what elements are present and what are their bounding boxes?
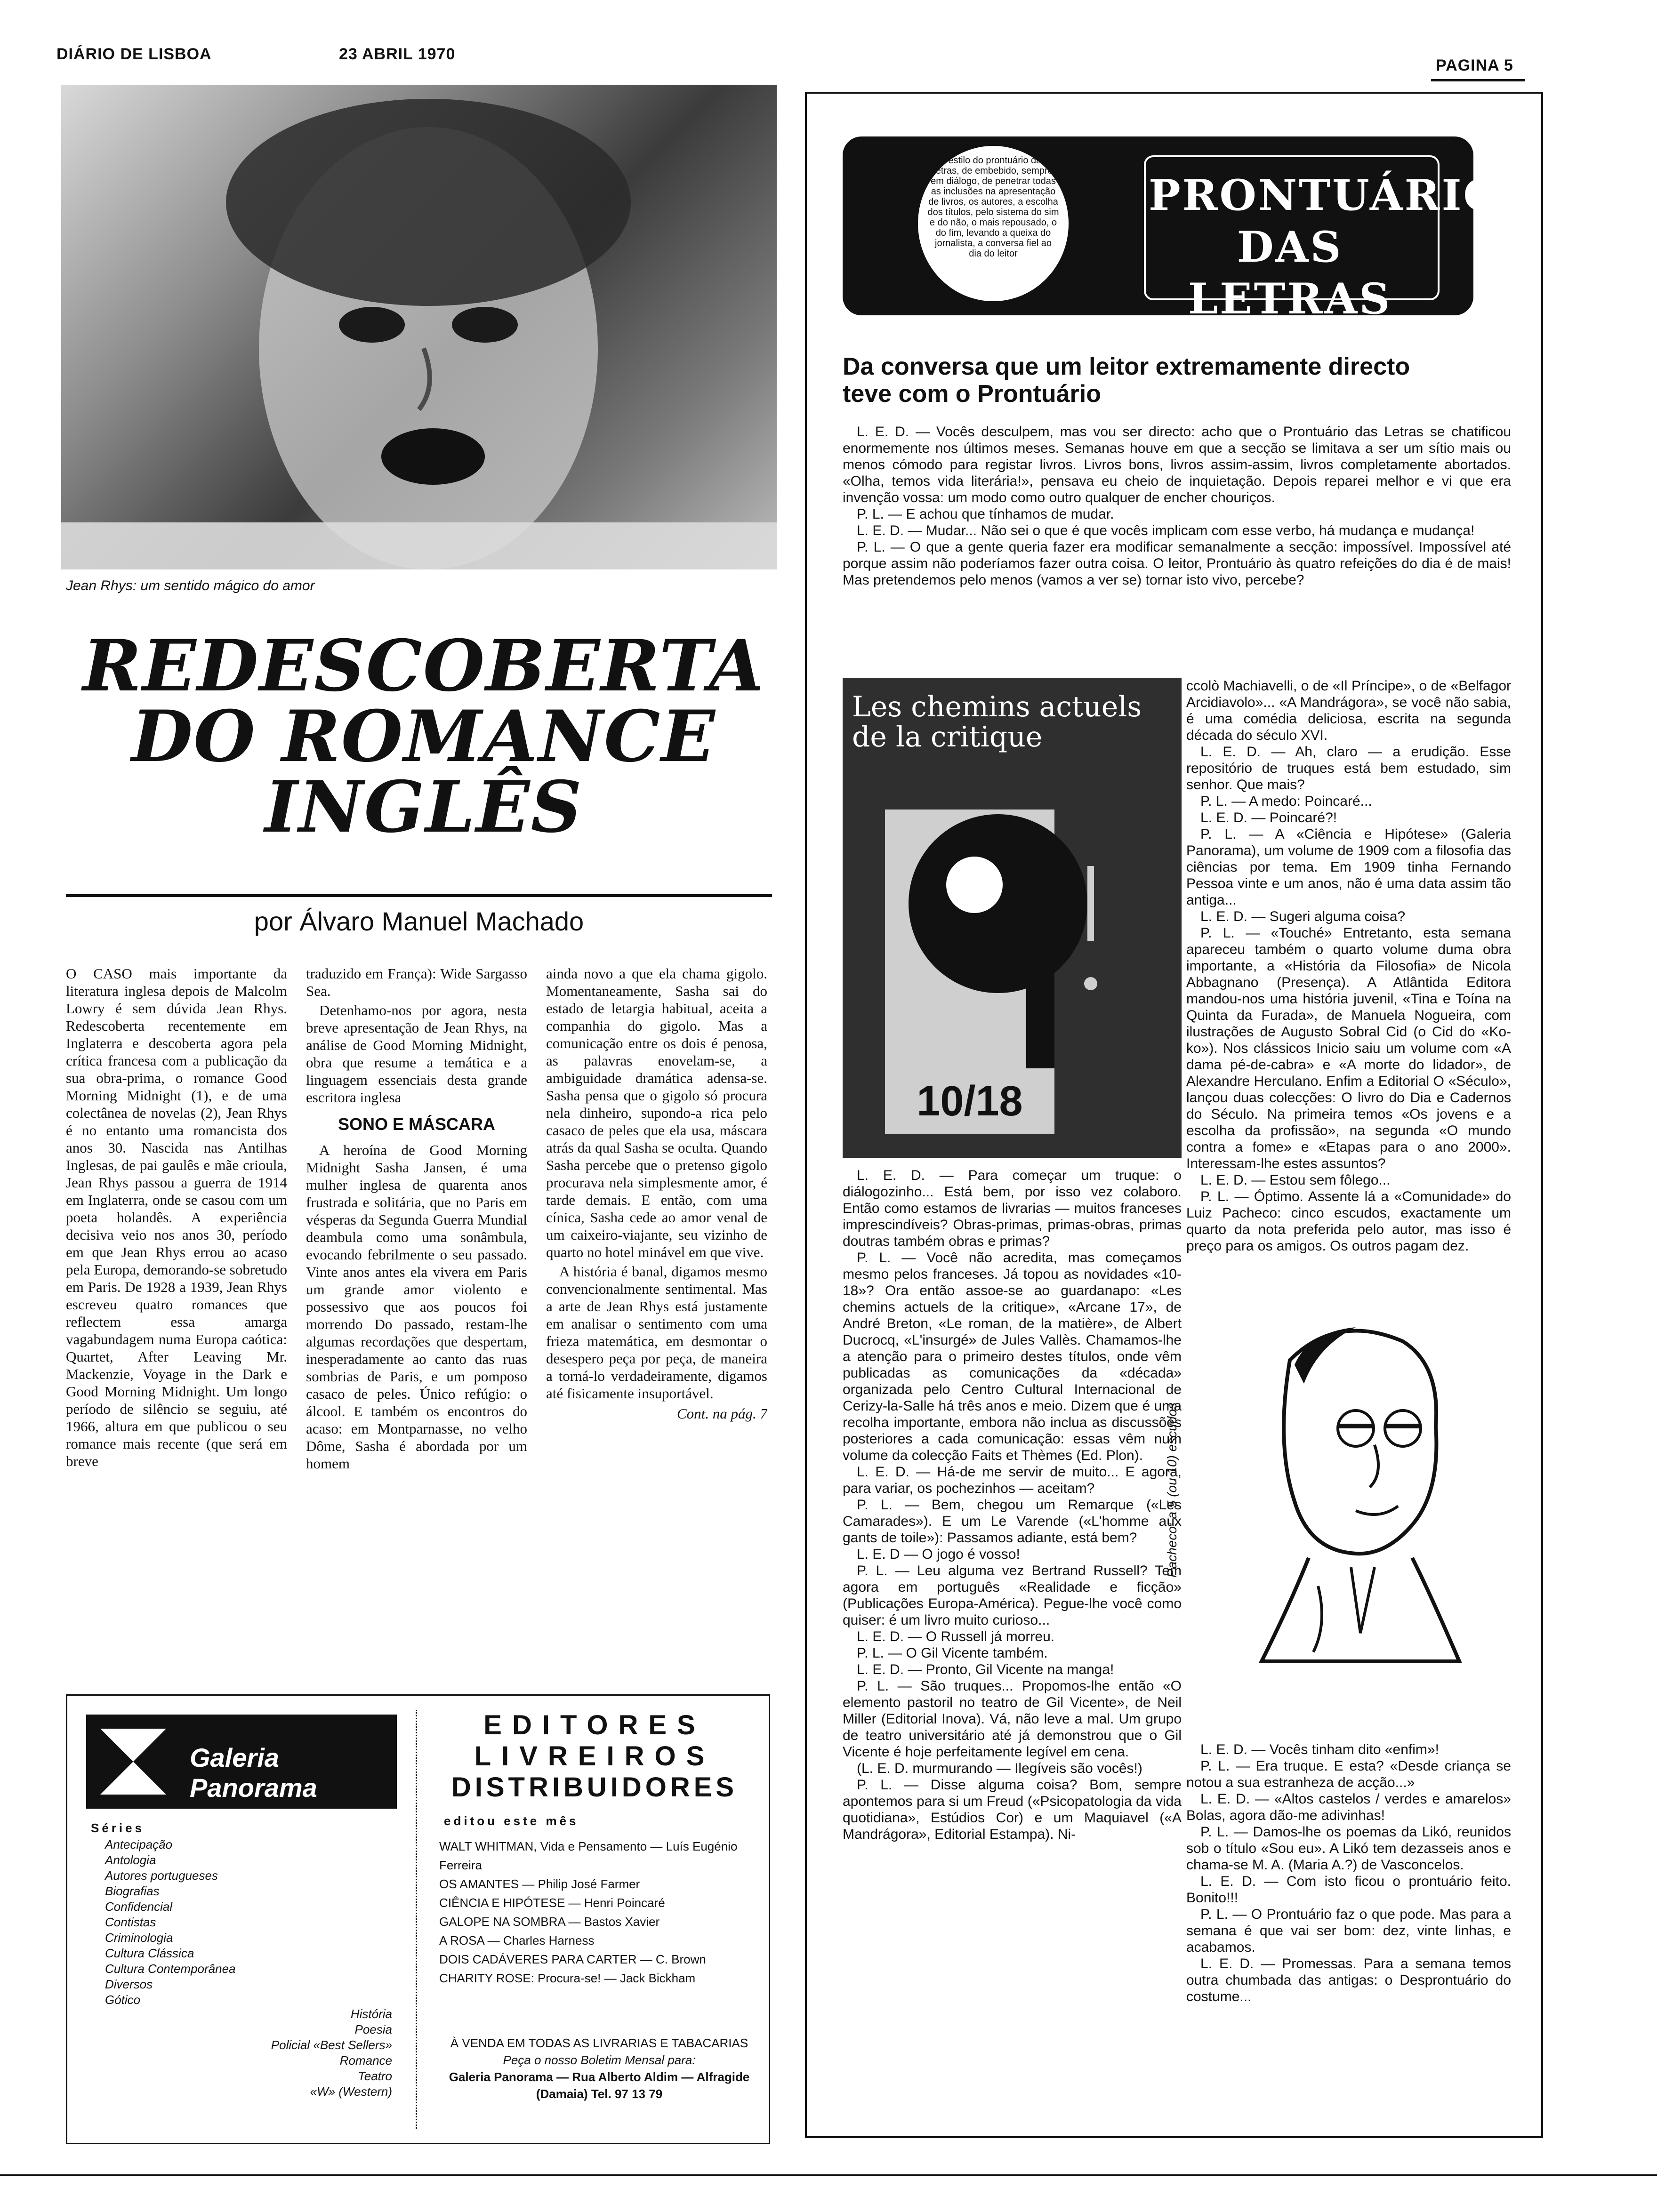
- ad-footer-line: Galeria Panorama — Rua Alberto Aldim — Alfragide (Damaia) Tel. 97 13 79: [449, 2070, 750, 2101]
- dialogue-line: L. E. D. — Pronto, Gil Vicente na manga!: [857, 1662, 1114, 1677]
- prontuario-column-c: [1186, 1741, 1511, 2113]
- ad-footer-line: À VENDA EM TODAS AS LIVRARIAS E TABACARIAS: [450, 2036, 748, 2050]
- dialogue-line: P. L. — Óptimo. Assente lá a «Comunidade» do Luiz Pacheco: cinco escudos, exactamente um quarto da nota preferida pelo autor, mas isso é preço para os amigos. Os outros pagam dez.: [1186, 1189, 1511, 1254]
- photo-caption: Jean Rhys: um sentido mágico do amor: [66, 578, 315, 593]
- series-item: Confidencial: [105, 1899, 173, 1914]
- dialogue-line: P. L. — E achou que tínhamos de mudar.: [857, 506, 1114, 522]
- article-column-1: [66, 965, 287, 1643]
- series-item: Gótico: [105, 1993, 141, 2007]
- dialogue-line: P. L. — O Gil Vicente também.: [857, 1645, 1048, 1661]
- series-item: Biografias: [105, 1884, 160, 1898]
- dialogue-line: L. E. D. — Vocês desculpem, mas vou ser directo: acho que o Prontuário das Letras se chatificou enormemente nos últimos meses. Semanas houve em que a secção se limitava a ser um sítio mais ou menos cómodo para registar livros. Livros bons, livros assim-assim, livros completamente abortados. «Olha, temos vida literária!», pensava eu cheio de inquietação. Depois reparei melhor e vi que era invenção vossa: um modo como outro qualquer de encher chouriços.: [843, 424, 1511, 505]
- book-item: CIÊNCIA E HIPÓTESE — Henri Poincaré: [439, 1896, 665, 1910]
- dialogue-line: L. E. D. — Estou sem fôlego...: [1200, 1172, 1391, 1188]
- section-subheading: SONO E MÁSCARA: [338, 1114, 496, 1134]
- article-column-2: [306, 965, 527, 1643]
- dialogue-line: L. E. D. — «Altos castelos / verdes e amarelos» Bolas, agora dão-me adivinhas!: [1186, 1791, 1511, 1823]
- dialogue-line: P. L. — Bem, chegou um Remarque («Les Camarades»). E um Le Varende («L'homme aux gants de toile»): Passamos adiante, está bem?: [843, 1497, 1182, 1546]
- dialogue-line: P. L. — A medo: Poincaré...: [1200, 793, 1372, 809]
- series-item: História: [350, 2007, 392, 2021]
- collection-number: 10/18: [885, 1068, 1054, 1134]
- page-number: PAGINA 5: [1436, 56, 1513, 74]
- prontuario-column-a: [843, 1167, 1182, 2099]
- ad-divider: [416, 1710, 418, 2129]
- series-item: Romance: [339, 2053, 392, 2068]
- prontuario-title-line: DAS LETRAS: [1188, 222, 1392, 324]
- dialogue-line: P. L. — São truques... Propomos-lhe então «O elemento pastoril no teatro de Gil Vicente», de Neil Miller (Editorial Inova). Vá, não leve a mal. Um grupo de teatro universitário até já demonstrou que o Gil Vicente é hoje perfeitamente legível em cena.: [843, 1678, 1182, 1760]
- dialogue-line: P. L. — O Prontuário faz o que pode. Mas para a semana é que vai ser bom: dez, vinte linhas, e acabamos.: [1186, 1907, 1511, 1955]
- jean-rhys-photo: [61, 85, 777, 569]
- ad-footer-line: Peça o nosso Boletim Mensal para:: [503, 2053, 696, 2067]
- book-cover-title: Les chemins actuels de la critique: [852, 690, 1142, 753]
- series-item: Cultura Clássica: [105, 1946, 194, 1960]
- series-item: Criminologia: [105, 1931, 173, 1945]
- dialogue-line: P. L. — «Touché» Entretanto, esta semana apareceu também o quarto volume duma obra importante, a «História da Filosofia» de Nicola Abbagnano (Presença). A Atlântida Editora mandou-nos uma história juvenil, «Tina e Toína na Quinta da Furada», de Manuela Nogueira, com ilustrações de Augusto Sobral Cid (o Cid do «Ko-ko»). Nos clássicos Inicio saiu um volume com «A dama pé-de-cabra» e «A morte do lidador», de Alexandre Herculano. Enfim a Editorial O «Século», lançou duas colecções: O livro do Dia e Cadernos do Século. Na primeira temos «Os jovens e a escolha da profissão», na segunda «O mundo contra a fome» e «Etapas para o ano 2000». Interessam-lhe estes assuntos?: [1186, 925, 1511, 1171]
- book-item: CHARITY ROSE: Procura-se! — Jack Bickham: [439, 1971, 696, 1985]
- prontuario-heading: Da conversa que um leitor extremamente directo teve com o Prontuário: [843, 353, 1410, 408]
- ad-title: [430, 1710, 759, 1803]
- article-paragraph: A heroína de Good Morning Midnight Sasha Jansen, é uma mulher inglesa de quarenta anos frustrada e solitária, que no Paris em vésperas da Segunda Guerra Mundial deambula como uma sonâmbula, evocando febrilmente o seu passado. Vinte anos antes ela vivera em Paris um grande amor violento e possessivo que aos poucos foi morrendo Do passado, restam-lhe algumas recordações que despertam, inesperadamente ao canto das ruas sombrias de Paris, e um pomposo casaco de peles. Único refúgio: o álcool. E também os encontros do acaso: em Montparnasse, no velho Dôme, Sasha é abordada por um homem: [306, 1142, 527, 1472]
- ad-title-line: LIVREIROS: [474, 1741, 715, 1771]
- prontuario-column-b: [1186, 678, 1511, 1266]
- publisher-ad: [66, 1694, 770, 2144]
- series-item: Diversos: [105, 1977, 153, 1991]
- series-item: «W» (Western): [310, 2084, 392, 2099]
- series-item: Contistas: [105, 1915, 156, 1929]
- article-paragraph: O CASO mais importante da literatura inglesa depois de Malcolm Lowry é sem dúvida Jean Rhys. Redescoberta recentemente em Inglaterra e descoberta agora pela crítica francesa com a publicação da sua obra-prima, o romance Good Morning Midnight (1), e de uma colectânea de novelas (2), Jean Rhys é no entanto uma romancista dos anos 30. Nascida nas Antilhas Inglesas, de pai gaulês e mãe crioula, Jean Rhys passou a guerra de 1914 em Inglaterra, onde se casou com um poeta holandês. A experiência decisiva veio nos anos 30, período em que Jean Rhys errou ao acaso pela Europa, demorando-se sobretudo em Paris. De 1928 a 1939, Jean Rhys escreveu quatro romances que reflectem essa amarga vagabundagem numa Europa caótica: Quartet, After Leaving Mr. Mackenzie, Voyage in the Dark e Good Morning Midnight. Um longo período de silêncio se seguiu, até 1966, altura em que publicou o seu romance mais recente (que será em breve: [66, 965, 287, 1469]
- headline-line-2: DO ROMANCE: [131, 695, 716, 778]
- series-label: Séries: [91, 1821, 145, 1835]
- logo-text: Galeria Panorama: [190, 1743, 317, 1803]
- series-list: [105, 1837, 293, 2008]
- ad-footer: [439, 2035, 759, 2102]
- issue-date: 23 ABRIL 1970: [339, 45, 456, 63]
- dialogue-line: (L. E. D. murmurando — Ilegíveis são vocês!): [857, 1761, 1142, 1776]
- prontuario-intro: [843, 424, 1511, 668]
- book-item: GALOPE NA SOMBRA — Bastos Xavier: [439, 1915, 660, 1929]
- pacheco-caricature: [1233, 1304, 1478, 1690]
- series-item: Cultura Contemporânea: [105, 1962, 236, 1976]
- continued-note: Cont. na pág. 7: [676, 1405, 767, 1422]
- byline: por Álvaro Manuel Machado: [254, 906, 584, 936]
- book-item: DOIS CADÁVERES PARA CARTER — C. Brown: [439, 1952, 706, 1966]
- page-bottom-rule: [0, 2174, 1657, 2176]
- dialogue-line: L. E. D. — Vocês tinham dito «enfim»!: [1200, 1742, 1439, 1757]
- dialogue-line: P. L. — Disse alguma coisa? Bom, sempre apontemos para si um Freud («Psicopatologia da vida quotidiana», Estúdios Cor) e um Maquiavel («A Mandrágora», Editorial Estampa). Ni-: [843, 1777, 1182, 1842]
- dialogue-line: L. E. D. — Para começar um truque: o diálogozinho... Está bem, por isso vez colaboro. Então como estamos de livrarias — muitos franceses imprescindíveis? Obras-primas, primas-obras, primas doutras também obras e primas?: [843, 1168, 1182, 1249]
- dialogue-line: P. L. — Você não acredita, mas começamos mesmo pelos franceses. Já topou as novidades «10-18»? Ora então assoe-se ao guardanapo: «Les chemins actuels de la critique», «Arcane 17», de André Breton, «Le roman, de la matière», de Albert Ducrocq, «L'insurgé» de Jules Vallès. Chamamos-lhe a atenção para o primeiro destes títulos, onde vêm publicadas as comunicações da «década» organizada pelo Centro Cultural Internacional de Cerizy-la-Salle há três anos e meio. Dizem que é uma recolha importante, embora não inclua as discussões posteriores a cada comunicação: essas vêm num volume da colecção Faits et Thèmes (Ed. Plon).: [843, 1250, 1182, 1463]
- series-item: Autores portugueses: [105, 1868, 218, 1883]
- dialogue-line: L. E. D. — Promessas. Para a semana temos outra chumbada das antigas: o Desprontuário do costume...: [1186, 1956, 1511, 2004]
- newspaper-name: DIÁRIO DE LISBOA: [56, 45, 212, 63]
- headline-line-1: REDESCOBERTA: [82, 625, 765, 707]
- ad-book-list: [439, 1837, 759, 1988]
- series-item: Antologia: [105, 1853, 156, 1867]
- dialogue-line: L. E. D — O jogo é vosso!: [857, 1547, 1020, 1562]
- series-item: Policial «Best Sellers»: [271, 2038, 392, 2052]
- series-item: Antecipação: [105, 1837, 173, 1851]
- prontuario-text-disc: o estilo do prontuário das letras, de embebido, sempre em diálogo, de penetrar todas as inclusões na apresentação de livros, os autores, a escolha dos títulos, pelo sistema do sim e do não, o mais repousado, o do fim, levando a queixa do jornalista, a conversa fiel ao dia do leitor: [918, 146, 1069, 301]
- ad-title-line: EDITORES: [483, 1710, 706, 1740]
- dialogue-line: L. E. D. — Com isto ficou o prontuário feito. Bonito!!!: [1186, 1874, 1511, 1906]
- prontuario-title: [1149, 169, 1502, 325]
- series-list-right: [237, 2006, 392, 2100]
- series-item: Poesia: [354, 2022, 392, 2036]
- book-cover: [843, 678, 1182, 1158]
- dialogue-line: P. L. — O que a gente queria fazer era modificar semanalmente a secção: impossível. Impossível até porque assim não poderíamos fazer outra coisa. O leitor, Prontuário às quatro refeições do dia é de mais! Mas pretendemos pelo menos (vamos a ver se) tornar isto vivo, percebe?: [843, 539, 1511, 588]
- article-paragraph: Detenhamo-nos por agora, nesta breve apresentação de Jean Rhys, na análise de Good Morning Midnight, obra que resume a temática e a linguagem essenciais desta grande escritora inglesa: [306, 1002, 527, 1106]
- dialogue-line: ccolò Machiavelli, o de «Il Príncipe», o de «Belfagor Arcidiavolo»... «A Mandrágora», se você não sabia, é uma comédia deliciosa, escrita na segunda década do século XVI.: [1186, 678, 1511, 743]
- headline-line-3: INGLÊS: [265, 766, 583, 849]
- article-paragraph: traduzido em França): Wide Sargasso Sea.: [306, 965, 527, 999]
- dialogue-line: L. E. D. — Ah, claro — a erudição. Esse repositório de truques está bem estudado, sim senhor. Que mais?: [1186, 744, 1511, 793]
- prontuario-title-line: PRONTUÁRIO: [1149, 170, 1502, 220]
- dialogue-line: P. L. — Leu alguma vez Bertrand Russell? Tem agora em português «Realidade e ficção» (Publicações Europa-América). Pegue-lhe você como quiser: é um livro muito curioso...: [843, 1563, 1182, 1628]
- article-paragraph: A história é banal, digamos mesmo convencionalmente sentimental. Mas a arte de Jean Rhys está justamente em analisar o sentimento com uma frieza matemática, em desmontar o desespero peça por peça, de maneira a torná-lo verdadeiramente, digamos até fisicamente insuportável.: [546, 1263, 767, 1402]
- dialogue-line: P. L. — A «Ciência e Hipótese» (Galeria Panorama), um volume de 1909 com a filosofia das ciências por tema. Em 1909 tinha Fernando Pessoa vinte e um anos, não é uma data assim tão antiga...: [1186, 826, 1511, 908]
- ad-title-line: DISTRIBUIDORES: [451, 1772, 738, 1803]
- book-item: A ROSA — Charles Harness: [439, 1933, 595, 1948]
- pacheco-caption: Pacheco: a 5 (ou 10) escudos: [1165, 1403, 1179, 1578]
- article-column-3: [546, 965, 767, 1643]
- dialogue-line: L. E. D. — Poincaré?!: [1200, 810, 1337, 825]
- dialogue-line: L. E. D. — Sugeri alguma coisa?: [1200, 909, 1406, 924]
- dialogue-line: P. L. — Damos-lhe os poemas da Likó, reunidos sob o título «Sou eu». A Likó tem dezasseis anos e chama-se M. A. (Maria A.?) de Vasconcelos.: [1186, 1824, 1511, 1873]
- headline: [71, 625, 777, 849]
- dialogue-line: L. E. D. — Há-de me servir de muito... E agora, para variar, os pochezinhos — aceitam?: [843, 1464, 1182, 1496]
- book-item: OS AMANTES — Philip José Farmer: [439, 1877, 640, 1891]
- byline-rule: [66, 894, 772, 897]
- article-paragraph: ainda novo a que ela chama gigolo. Momentaneamente, Sasha sai do estado de letargia habitual, aceita a companhia do gigolo. Mas a comunicação entre os dois é penosa, as palavras enovelam-se, a ambiguidade dramática adensa-se. Sasha pensa que o gigolo só procura nela dinheiro, supondo-a rica pelo casaco de peles que ela usa, máscara atrás da qual Sasha se oculta. Quando Sasha percebe que o pretenso gigolo procurava nela simplesmente amor, é tarde demais. E então, com uma cínica, Sasha cede ao amor venal de um caixeiro-viajante, seu vizinho de quarto no hotel minável em que vive.: [546, 965, 767, 1260]
- book-item: WALT WHITMAN, Vida e Pensamento — Luís Eugénio Ferreira: [439, 1839, 738, 1872]
- dialogue-line: L. E. D. — Mudar... Não sei o que é que vocês implicam com esse verbo, há mudança e mudança!: [857, 523, 1475, 538]
- dialogue-line: P. L. — Era truque. E esta? «Desde criança se notou a sua estranheza de acção...»: [1186, 1758, 1511, 1790]
- prontuario-banner: [843, 136, 1502, 324]
- series-item: Teatro: [358, 2069, 392, 2083]
- logo-mark-icon: [86, 1715, 180, 1809]
- ad-subtitle: editou este mês: [444, 1814, 579, 1828]
- header-rule: [1431, 79, 1525, 81]
- galeria-panorama-logo: [86, 1715, 397, 1809]
- dialogue-line: L. E. D. — O Russell já morreu.: [857, 1629, 1055, 1644]
